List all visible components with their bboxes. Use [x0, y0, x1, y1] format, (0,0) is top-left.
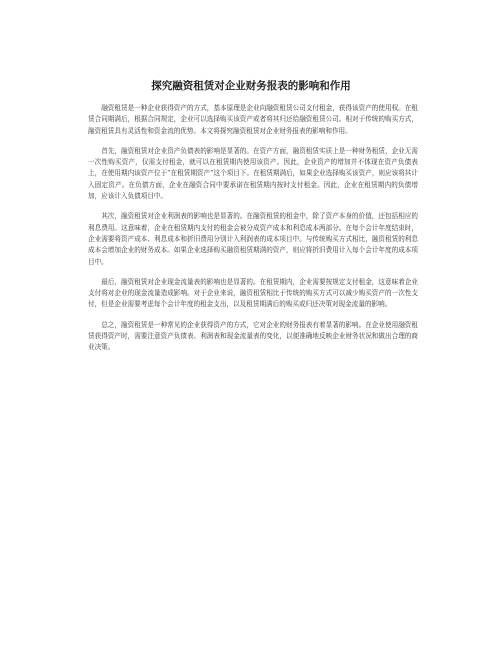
paragraph-conclusion: 总之，融资租赁是一种常见的企业获得资产的方式，它对企业的财务报表有着显著的影响。在企业使用融资租赁获得资产时，需要注意资产负债表、利润表和现金流量表的变化，以便准确地反映企业财务状况和做出合理的商业决策。	[88, 320, 418, 352]
paragraph-cash-flow: 最后，融资租赁对企业现金流量表的影响也是显著的。在租赁期内，企业需要按规定支付租金，这意味着企业支付将对企业的现金流量造成影响。对于企业来说，融资租赁相比于传统的购买方式可以减少购买资产的一次性支付，但是企业需要考虑每个会计年度的租金支出，以及租赁期满后的购买或归还决策对现金流量的影响。	[88, 277, 418, 309]
paragraph-intro: 融资租赁是一种企业获得资产的方式，基本原理是企业向融资租赁公司支付租金，获得该资产的使用权。在租赁合同期满后，根据合同规定，企业可以选择购买该资产或者将其归还给融资租赁公司。相对于传统的购买方式，融资租赁具有灵活性和资金流的优势。本文将探究融资租赁对企业财务报表的影响和作用。	[88, 104, 418, 135]
document-body	[88, 103, 418, 363]
document-title: 探究融资租赁对企业财务报表的影响和作用	[151, 80, 351, 92]
paragraph-balance-sheet: 首先，融资租赁对企业资产负债表的影响是显著的。在资产方面，融资租赁实质上是一种财务租赁，企业无需一次性购买资产，仅需支付租金，就可以在租赁期内使用该资产。因此，企业资产的增加并不体现在资产负债表上，在使用期内该资产位于“在租赁期资产”这个项目下。在租赁期满后，如果企业选择购买该资产，则应该将其计入固定资产。在负债方面，企业在融资合同中要承诺在租赁期内按时支付租金。因此，企业在租赁期内的负债增加，应该计入负债项目中。	[88, 146, 418, 201]
paragraph-income-statement: 其次，融资租赁对企业利润表的影响也是显著的。在融资租赁的租金中，除了资产本身的价值，还包括相应的利息费用。这意味着，企业在租赁期内支付的租金会被分成资产成本和利息成本两部分。在每个会计年度结束时，企业需要将资产成本、利息成本和折旧费用分别计入利润表的成本项目中。与传统购买方式相比，融资租赁的利息成本会增加企业的财务成本。如果企业选择购买融资租赁期满的资产，则应将折旧费用计入每个会计年度的成本项目中。	[88, 212, 418, 266]
